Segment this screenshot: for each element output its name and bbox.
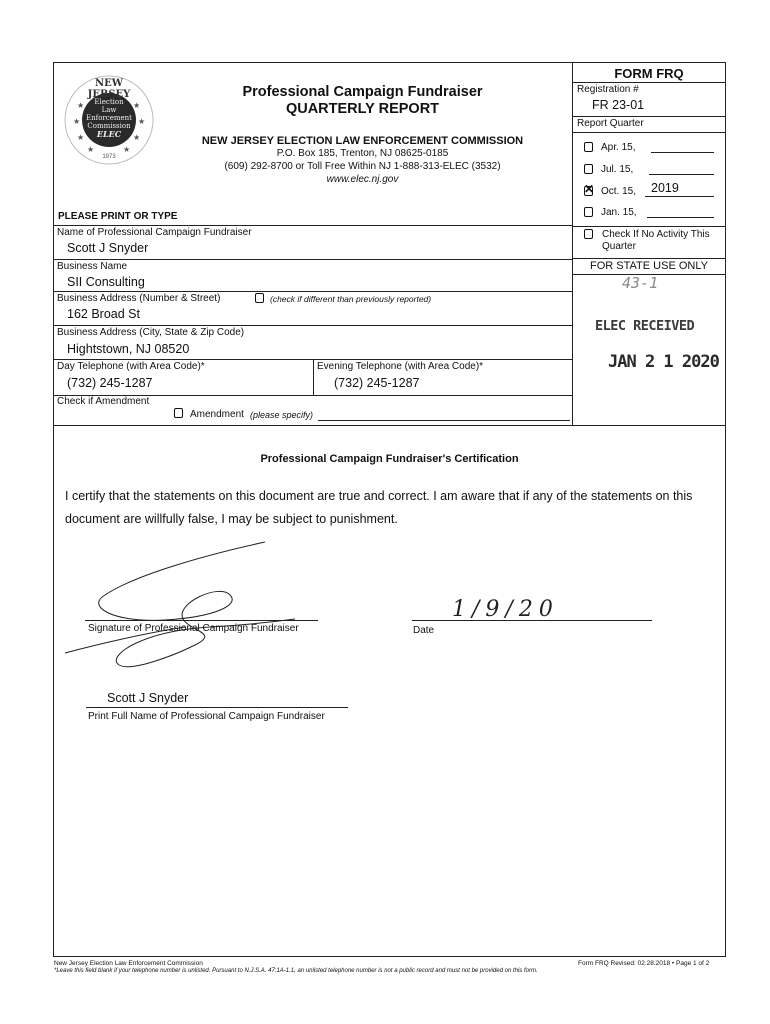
quarter-jan-checkbox[interactable] <box>584 207 593 217</box>
date-value[interactable]: 1/9/20 <box>452 597 559 622</box>
agency-name: NEW JERSEY ELECTION LAW ENFORCEMENT COMMISSION <box>201 135 524 147</box>
address-changed-note: (check if different than previously reported) <box>270 294 432 304</box>
address-changed-checkbox[interactable] <box>255 293 264 303</box>
form-code: FORM FRQ <box>614 66 684 81</box>
no-activity-label: Check If No Activity This <box>602 229 710 240</box>
svg-text:★: ★ <box>123 145 131 154</box>
form-subtitle: QUARTERLY REPORT <box>285 101 440 117</box>
quarter-jul-label: Jul. 15, <box>601 164 634 175</box>
agency-phone: (609) 292-8700 or Toll Free Within NJ 1-888-313-ELEC (3532) <box>224 161 501 172</box>
street-field[interactable]: 162 Broad St <box>67 307 140 321</box>
svg-text:★: ★ <box>77 133 85 142</box>
svg-text:★: ★ <box>87 145 95 154</box>
stamp-date: JAN 2 1 2020 <box>608 352 719 372</box>
svg-text:★: ★ <box>77 101 85 110</box>
printed-name-label: Print Full Name of Professional Campaign Fundraiser <box>88 711 325 722</box>
certification-line-2: document are willfully false, I may be subject to punishment. <box>65 512 398 526</box>
street-label: Business Address (Number & Street) <box>57 293 221 304</box>
evening-phone-field[interactable]: (732) 245-1287 <box>334 376 420 390</box>
amendment-note: (please specify) <box>250 410 314 420</box>
seal-text-commission: Commission <box>87 122 131 130</box>
printed-name-field[interactable]: Scott J Snyder <box>107 691 189 705</box>
seal-year: 1973 <box>102 154 116 160</box>
amendment-specify-line[interactable] <box>318 420 570 421</box>
elec-seal <box>63 74 155 166</box>
svg-text:★: ★ <box>133 133 141 142</box>
day-phone-field[interactable]: (732) 245-1287 <box>67 376 153 390</box>
seal-top-text: NEW JERSEY <box>87 78 131 100</box>
quarter-oct-label: Oct. 15, <box>601 186 637 197</box>
fundraiser-name-field[interactable]: Scott J Snyder <box>67 241 149 255</box>
business-name-label: Business Name <box>57 261 128 272</box>
footer-agency: New Jersey Election Law Enforcement Commission <box>54 960 203 967</box>
amendment-checkbox[interactable] <box>174 408 183 418</box>
stamp-received: ELEC RECEIVED <box>595 318 695 334</box>
print-notice: PLEASE PRINT OR TYPE <box>58 211 178 222</box>
quarter-jul-checkbox[interactable] <box>584 164 593 174</box>
svg-text:★: ★ <box>133 101 141 110</box>
agency-address: P.O. Box 185, Trenton, NJ 08625-0185 <box>276 148 449 159</box>
stamp-code: 43-1 <box>622 274 659 292</box>
quarter-oct-check-mark: ✕ <box>584 182 595 196</box>
date-label: Date <box>413 625 435 636</box>
svg-text:★: ★ <box>73 117 81 126</box>
form-title: Professional Campaign Fundraiser <box>242 84 483 100</box>
no-activity-label-2: Quarter <box>602 241 636 252</box>
signature-drawing <box>55 535 345 685</box>
seal-text-law: Law <box>101 106 117 114</box>
quarter-apr-label: Apr. 15, <box>601 142 636 153</box>
state-use-label: FOR STATE USE ONLY <box>590 260 708 272</box>
registration-number[interactable]: FR 23-01 <box>592 98 645 112</box>
certification-line-1: I certify that the statements on this document are true and correct. I am aware that if any of the statements on this <box>65 489 693 503</box>
seal-monogram: ELEC <box>96 129 122 139</box>
registration-label: Registration # <box>577 84 639 95</box>
agency-website: www.elec.nj.gov <box>326 174 399 185</box>
day-phone-label: Day Telephone (with Area Code)* <box>57 361 205 372</box>
evening-phone-label: Evening Telephone (with Area Code)* <box>317 361 484 372</box>
city-field[interactable]: Hightstown, NJ 08520 <box>67 342 190 356</box>
no-activity-checkbox[interactable] <box>584 229 593 239</box>
seal-text-election: Election <box>94 98 124 106</box>
quarter-oct-year[interactable]: 2019 <box>651 181 679 195</box>
signature-label: Signature of Professional Campaign Fundraiser <box>88 623 299 634</box>
quarter-jan-label: Jan. 15, <box>601 207 637 218</box>
fundraiser-name-label: Name of Professional Campaign Fundraiser <box>57 227 252 238</box>
quarter-apr-checkbox[interactable] <box>584 142 593 152</box>
report-quarter-label: Report Quarter <box>577 118 644 129</box>
amendment-option: Amendment <box>190 409 244 420</box>
city-label: Business Address (City, State & Zip Code) <box>57 327 245 338</box>
footer-form-revision: Form FRQ Revised: 02.28.2018 • Page 1 of 2 <box>578 960 710 967</box>
business-name-field[interactable]: SII Consulting <box>67 275 145 289</box>
amendment-label: Check if Amendment <box>57 396 150 407</box>
certification-heading: Professional Campaign Fundraiser's Certification <box>260 453 519 465</box>
svg-text:★: ★ <box>138 117 146 126</box>
footer-disclaimer: *Leave this field blank if your telephone number is unlisted. Pursuant to N.J.S.A. 47:1A-1.1, an unlisted telephone number is not a public record and must not be provided on this form. <box>54 968 538 974</box>
seal-text-enforcement: Enforcement <box>86 114 132 122</box>
